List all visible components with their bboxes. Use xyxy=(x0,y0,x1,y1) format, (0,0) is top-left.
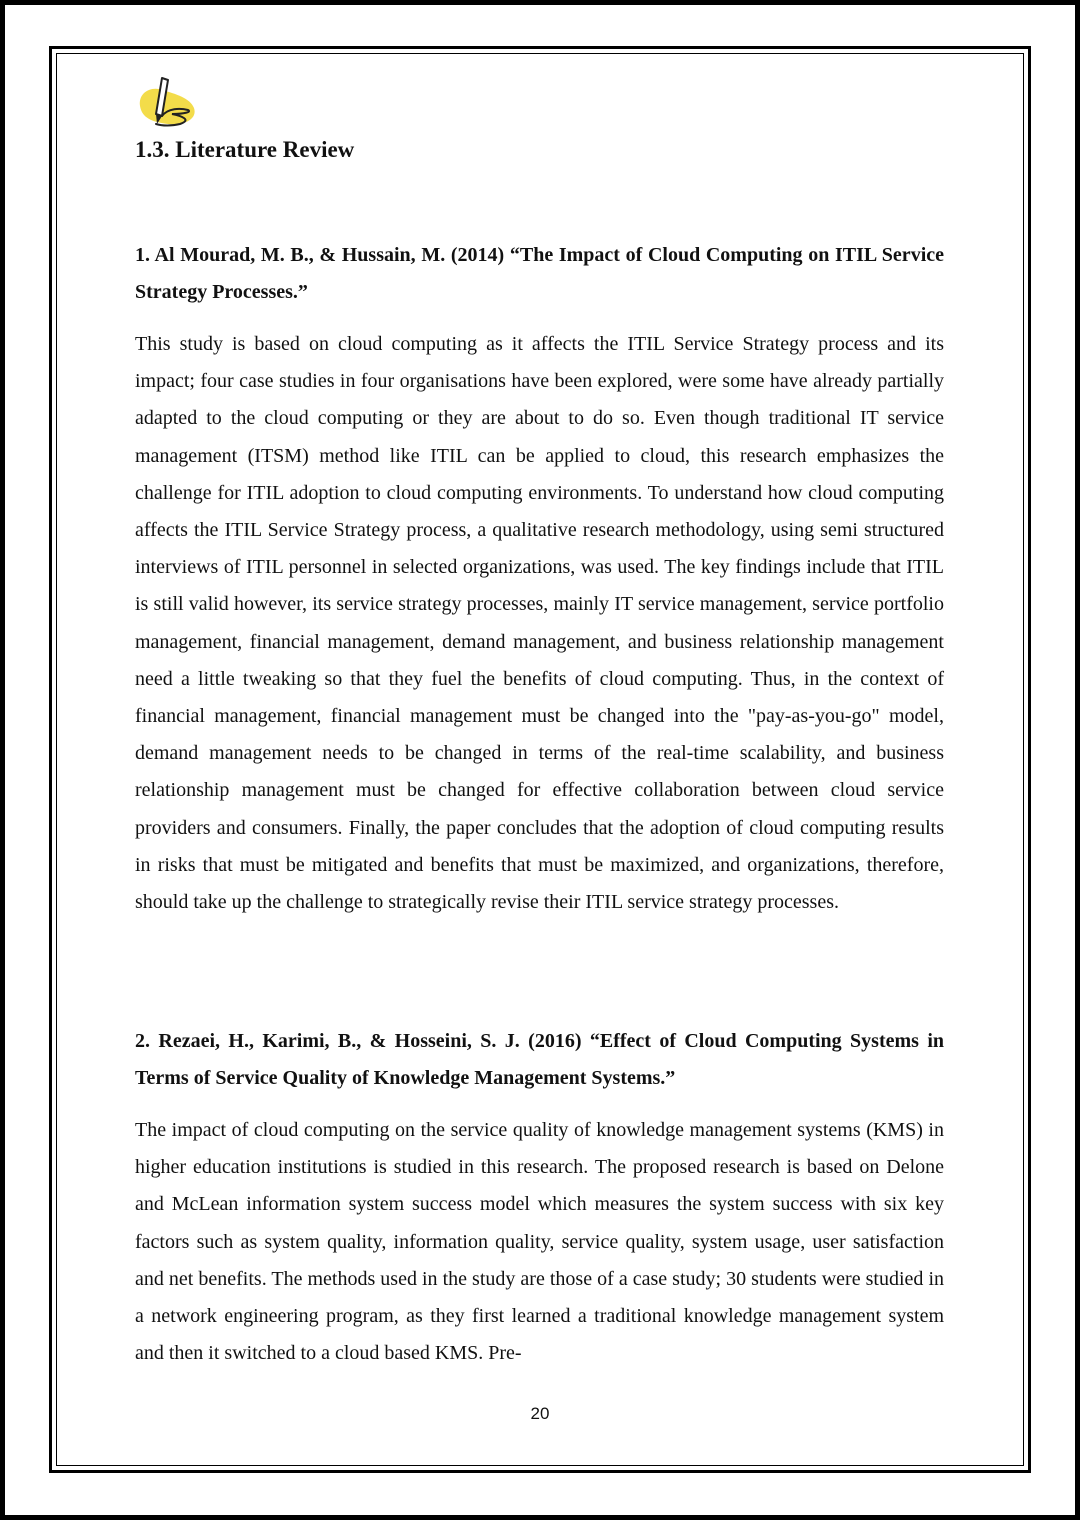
page-number: 20 xyxy=(530,1404,550,1423)
entry-2-heading: 2. Rezaei, H., Karimi, B., & Hosseini, S. J. (2016) “Effect of Cloud Computing Systems in Terms of Service Quality of Knowledge Management Systems.” xyxy=(135,1030,944,1089)
section-title: 1.3. Literature Review xyxy=(135,137,355,162)
pencil-icon xyxy=(132,72,202,134)
entry-2-body: The impact of cloud computing on the service quality of knowledge management systems (KMS) in higher education institutions is studied in this research. The proposed research is based on Delone and McLean information system success model which measures the system success with six key factors such as system quality, information quality, service quality, system usage, user satisfaction and net benefits. The methods used in the study are those of a case study; 30 students were studied in a network engineering program, as they first learned a traditional knowledge management system and then it switched to a cloud based KMS. Pre- xyxy=(135,1119,944,1365)
entry-1-body: This study is based on cloud computing as it affects the ITIL Service Strategy process and its impact; four case studies in four organisations have been explored, were some have already partially adapted to the cloud computing or they are about to do so. Even though traditional IT service management (ITSM) method like ITIL can be applied to cloud, this research emphasizes the challenge for ITIL adoption to cloud computing environments. To understand how cloud computing affects the ITIL Service Strategy process, a qualitative research methodology, using semi structured interviews of ITIL personnel in selected organizations, was used. The key findings include that ITIL is still valid however, its service strategy processes, mainly IT service management, service portfolio management, financial management, demand management, and business relationship management need a little tweaking so that they fuel the benefits of cloud computing. Thus, in the context of financial management, financial management must be changed into the "pay-as-you-go" model, demand management needs to be changed in terms of the real-time scalability, and business relationship management must be changed for effective collaboration between cloud service providers and consumers. Finally, the paper concludes that the adoption of cloud computing results in risks that must be mitigated and benefits that must be maximized, and organizations, therefore, should take up the challenge to strategically revise their ITIL service strategy processes. xyxy=(135,333,944,914)
entry-1-heading: 1. Al Mourad, M. B., & Hussain, M. (2014) “The Impact of Cloud Computing on ITIL Service Strategy Processes.” xyxy=(135,244,944,303)
